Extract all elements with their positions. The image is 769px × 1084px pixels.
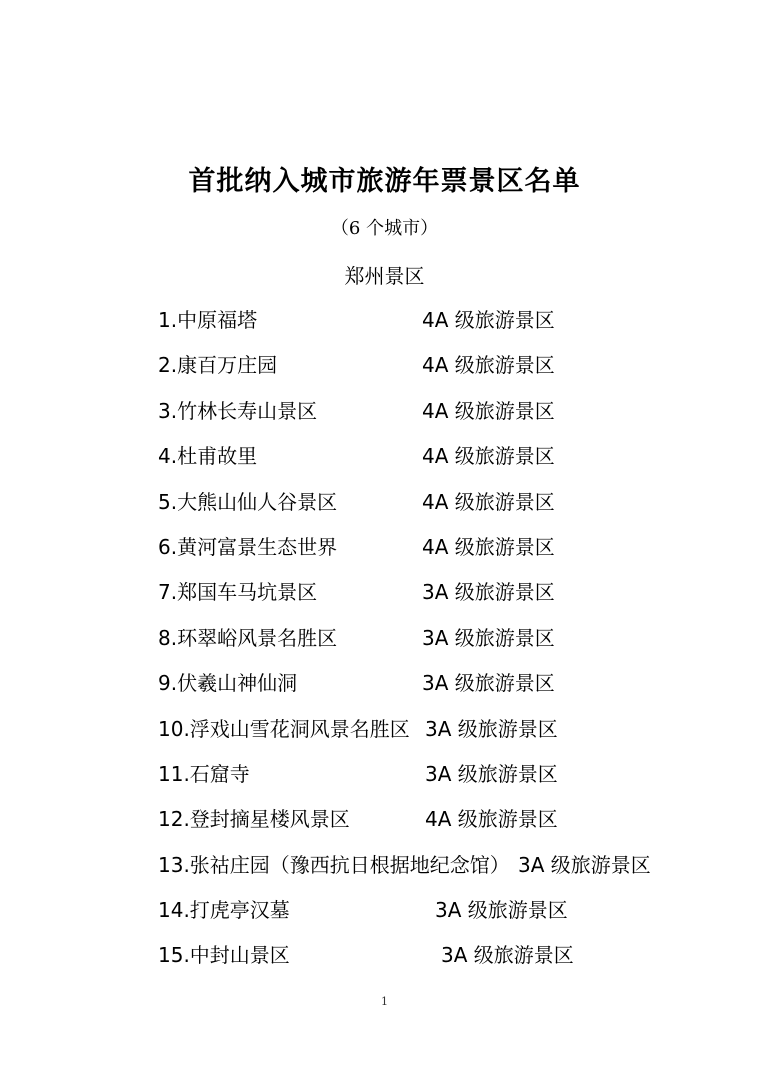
list-item — [0, 570, 769, 615]
item-name: 4.杜甫故里 — [158, 444, 258, 469]
list-item — [0, 343, 769, 388]
item-grade: 4A 级旅游景区 — [425, 807, 558, 832]
item-name: 1.中原福塔 — [158, 308, 258, 332]
item-grade: 4A 级旅游景区 — [422, 489, 555, 514]
item-name: 11.石窟寺 — [158, 761, 250, 786]
item-grade: 4A 级旅游景区 — [422, 534, 555, 559]
item-name: 7.郑国车马坑景区 — [158, 580, 318, 605]
item-name: 5.大熊山仙人谷景区 — [158, 489, 338, 514]
item-grade: 3A 级旅游景区 — [425, 716, 558, 741]
list-item — [0, 616, 769, 661]
list-item — [0, 933, 769, 978]
item-name: 8.环翠峪风景名胜区 — [158, 625, 338, 650]
list-item — [0, 707, 769, 752]
item-name: 12.登封摘星楼风景区 — [158, 807, 350, 832]
list-item — [0, 480, 769, 525]
item-name: 14.打虎亭汉墓 — [158, 898, 290, 923]
page-subtitle: （6 个城市） — [330, 218, 439, 239]
item-name: 6.黄河富景生态世界 — [158, 534, 338, 559]
item-name: 3.竹林长寿山景区 — [158, 398, 318, 423]
list-item — [0, 661, 769, 706]
list-item — [0, 298, 769, 343]
list-item — [0, 797, 769, 842]
list-item — [0, 752, 769, 797]
item-grade: 4A 级旅游景区 — [422, 308, 555, 332]
item-name: 2.康百万庄园 — [158, 353, 278, 378]
scenic-area-list — [0, 298, 769, 979]
item-name: 9.伏羲山神仙洞 — [158, 671, 298, 696]
list-item — [0, 888, 769, 933]
item-grade: 4A 级旅游景区 — [422, 353, 555, 378]
item-grade: 3A 级旅游景区 — [441, 943, 574, 968]
item-grade: 4A 级旅游景区 — [422, 398, 555, 423]
item-grade: 3A 级旅游景区 — [422, 625, 555, 650]
list-item — [0, 843, 769, 888]
item-grade: 3A 级旅游景区 — [435, 898, 568, 923]
item-name: 13.张祜庄园（豫西抗日根据地纪念馆） — [158, 852, 510, 877]
item-grade: 3A 级旅游景区 — [518, 852, 651, 877]
page-title: 首批纳入城市旅游年票景区名单 — [188, 166, 581, 197]
item-grade: 4A 级旅游景区 — [422, 444, 555, 469]
list-item — [0, 434, 769, 479]
list-item — [0, 525, 769, 570]
item-grade: 3A 级旅游景区 — [425, 761, 558, 786]
item-name: 15.中封山景区 — [158, 943, 290, 968]
item-name: 10.浮戏山雪花洞风景名胜区 — [158, 716, 410, 741]
page-number: 1 — [381, 995, 388, 1008]
item-grade: 3A 级旅游景区 — [422, 671, 555, 696]
section-heading: 郑州景区 — [344, 264, 425, 288]
list-item — [0, 389, 769, 434]
item-grade: 3A 级旅游景区 — [422, 580, 555, 605]
